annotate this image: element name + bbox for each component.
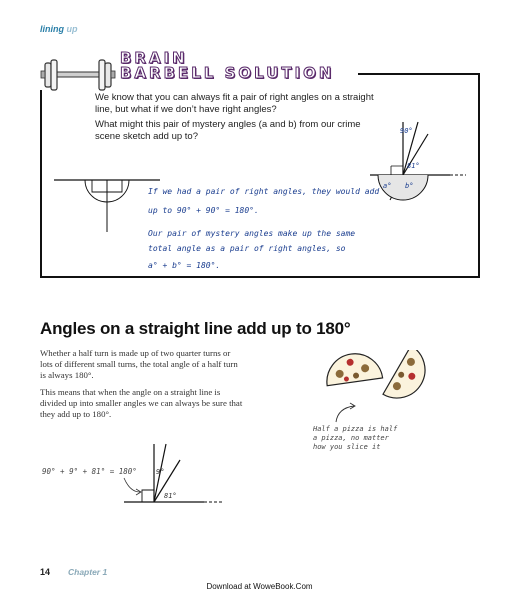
body-para1-line3: is always 180°. <box>40 370 94 380</box>
handwritten-line-1: If we had a pair of right angles, they would add <box>148 187 380 196</box>
chapter-label: Chapter 1 <box>68 567 108 577</box>
diagram1-label-mid: 81° <box>407 162 420 170</box>
box-top-border <box>358 73 479 75</box>
intro-paragraph-2: What might this pair of mystery angles (a and b) from our crime scene sketch add up to? <box>95 119 361 142</box>
header-word-2: up <box>66 24 78 34</box>
diagram2-equation: 90° + 9° + 81° = 180° <box>42 467 137 476</box>
diagram1-label-b: b° <box>405 182 414 190</box>
body-para2-line3: they add up to 180°. <box>40 409 112 419</box>
diagram2-label-top: 9° <box>156 468 165 476</box>
box-right-border <box>478 73 480 278</box>
pizza-note-line2: a pizza, no matter <box>313 434 389 442</box>
diagram2-label-mid: 81° <box>164 492 177 500</box>
brain-barbell-line1: BRAIN <box>120 49 188 67</box>
handwritten-line-2: up to 90° + 90° = 180°. <box>148 206 259 215</box>
barbell-icon <box>40 56 116 94</box>
body-para2-line2: divided up into smaller angles we can always be sure that <box>40 398 243 408</box>
header-word-1: lining <box>40 24 64 34</box>
page-number: 14 <box>40 567 51 577</box>
brain-barbell-title <box>120 51 335 81</box>
diagram1-label-top: 90° <box>400 127 413 135</box>
right-angles-diagram <box>40 172 160 234</box>
pizza-note-line3: how you slice it <box>313 443 381 451</box>
angles-on-line-diagram <box>120 440 230 520</box>
handwritten-line-4: total angle as a pair of right angles, so <box>148 244 346 253</box>
section-title: Angles on a straight line add up to 180° <box>40 319 351 338</box>
body-para2-line1: This means that when the angle on a straight line is <box>40 387 221 397</box>
body-para1-line1: Whether a half turn is made up of two quarter turns or <box>40 348 231 358</box>
handwritten-line-5: a° + b° = 180°. <box>148 261 221 270</box>
brain-barbell-line2: BARBELL SOLUTION <box>120 64 335 82</box>
box-bottom-border <box>40 276 480 278</box>
diagram1-label-a: a° <box>383 182 392 190</box>
handwritten-line-3: Our pair of mystery angles make up the same <box>148 229 356 238</box>
pizza-note <box>313 425 397 452</box>
pizza-arrow-icon <box>330 400 360 425</box>
intro-paragraph-1: We know that you can always fit a pair of right angles on a straight line, but what if we don’t have right angles? <box>95 92 374 115</box>
pizza-note-line1: Half a pizza is half <box>313 425 398 433</box>
download-credit: Download at WoweBook.Com <box>206 582 313 591</box>
running-header <box>40 24 78 34</box>
body-para1-line2: lots of different small turns, the total angle of a half turn <box>40 359 238 369</box>
